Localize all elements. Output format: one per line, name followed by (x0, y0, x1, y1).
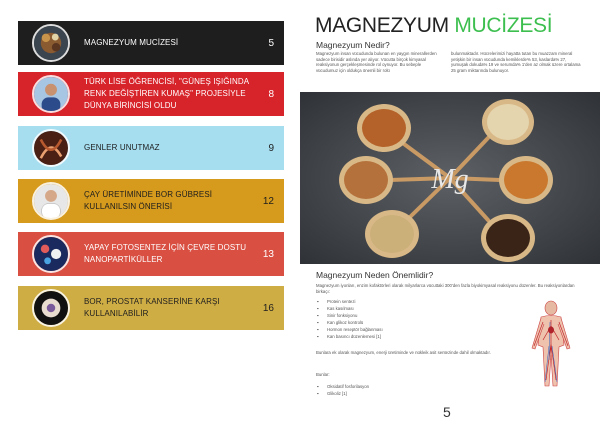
toc-item[interactable] (18, 21, 284, 65)
toc-item-title: ÇAY ÜRETİMİNDE BOR GÜBRESİ KULLANILSIN ÖNERİSİ (84, 190, 213, 211)
list-item: ▪ Sinir fonksiyonu (315, 312, 495, 319)
toc-item[interactable] (18, 286, 284, 330)
toc-item-title: YAPAY FOTOSENTEZ İÇİN ÇEVRE DOSTU NANOPARTİKÜLLER (84, 243, 247, 264)
list-item: ▪ Hormon reseptör bağlanması (315, 326, 495, 333)
dna-helix-thumbnail (32, 129, 70, 167)
toc-item[interactable] (18, 232, 284, 276)
energy-list (315, 383, 495, 397)
section-heading-what: Magnezyum Nedir? (316, 40, 390, 50)
toc-item-title: GENLER UNUTMAZ (84, 143, 160, 152)
magnesium-spoons-thumbnail (32, 24, 70, 62)
reactions-list (315, 298, 495, 340)
article-title-part1: MAGNEZYUM (315, 14, 449, 37)
magnesium-foods-photo (300, 92, 600, 264)
why-paragraph: Magnezyum iyonları, enzim kofaktörleri olarak milyarlarca vücuttaki 300'den fazla biyokimyasal reaksiyonu düzenler. Bu reaksiyonlardan birkaçı: (316, 283, 575, 294)
article-title (315, 14, 552, 38)
toc-item-page: 13 (262, 248, 274, 260)
intro-paragraph-col2: bulunmaktadır. Hücrelerimizi hayatta tutan bu muazzam mineral yetişkin bir insan vücudunda kemiklerde% 53, kaslarda% 27, yumuşak dokuda% 19 ve serumda% 1'den az olmak üzere ortalama 25 gram miktarında bulunuyor. (451, 51, 581, 73)
intro-paragraph-col1: Magnezyum insan vücudunda bulunan en yaygın minerallerden sadece birisidir aslında yer alıyor. Vücutta birçok kimyasal reaksiyonun gerçekleşmesinde rol oynuyor. Bu sebeple vücudumuz için oldukça önemli bir rolü (316, 51, 437, 73)
student-portrait-thumbnail (32, 75, 70, 113)
article-page (300, 0, 600, 424)
toc-item[interactable] (18, 126, 284, 170)
extra-paragraph: Bunlara ek olarak magnezyum, enerji üretiminde ve nükleik asit sentezinde dahil olmaktadır. (316, 350, 491, 355)
article-title-part2: MUCİZESİ (454, 14, 553, 37)
toc-item[interactable] (18, 179, 284, 223)
prostate-cells-thumbnail (32, 289, 70, 327)
toc-item-page: 12 (262, 195, 274, 207)
list2-label: Bunlar: (316, 372, 330, 377)
toc-item-title: TÜRK LİSE ÖĞRENCİSİ, "GÜNEŞ IŞIĞINDA RENK DEĞİŞTİREN KUMAŞ" PROJESİYLE DÜNYA BİRİNCİSİ OLDU (84, 77, 249, 110)
nanoparticles-thumbnail (32, 235, 70, 273)
toc-item-page: 8 (268, 88, 274, 100)
toc-item-page: 9 (268, 142, 274, 154)
toc-item-page: 16 (262, 302, 274, 314)
toc-item[interactable] (18, 72, 284, 116)
mg-chalk-label: Mg (431, 164, 469, 195)
toc-item-page: 5 (268, 37, 274, 49)
list-item: ▪ Kan basıncı düzenlemesi [1] (315, 333, 495, 340)
toc-item-title: BOR, PROSTAT KANSERİNE KARŞI KULLANILABİLİR (84, 297, 220, 318)
page-number: 5 (443, 404, 451, 420)
list-item: ▪ Glikoliz [1] (315, 390, 495, 397)
section-heading-why: Magnezyum Neden Önemlidir? (316, 270, 434, 280)
man-portrait-thumbnail (32, 182, 70, 220)
list-item: ▪ Kan glikoz kontrolü (315, 319, 495, 326)
toc-item-title: MAGNEZYUM MUCİZESİ (84, 38, 179, 47)
list-item: ▪ Kas kasılması (315, 305, 495, 312)
list-item: ▪ Protein sentezi (315, 298, 495, 305)
human-anatomy-illustration (526, 300, 576, 392)
list-item: ▪ Oksidatif fosforilasyon (315, 383, 495, 390)
